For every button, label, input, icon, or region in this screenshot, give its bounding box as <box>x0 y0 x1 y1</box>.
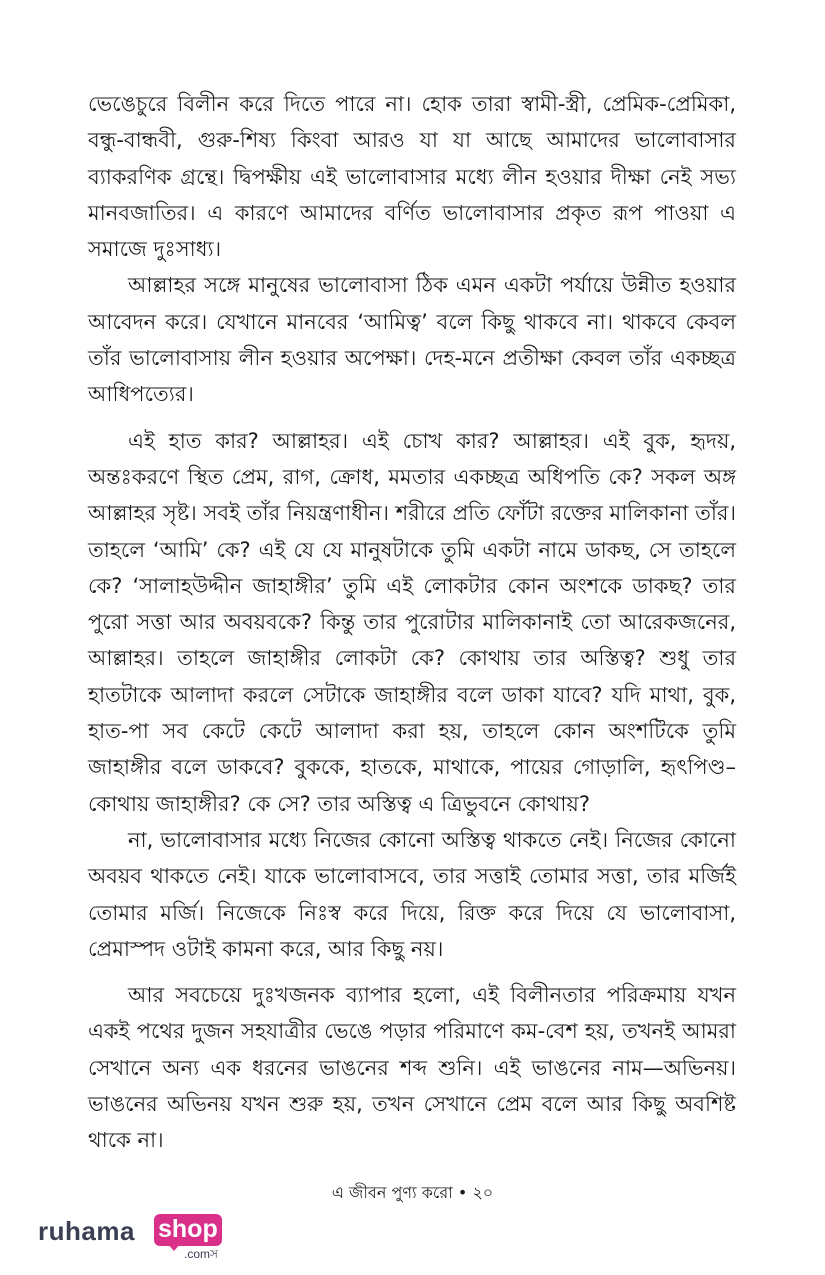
paragraph: আল্লাহর সঙ্গে মানুষের ভালোবাসা ঠিক এমন একটা পর্যায়ে উন্নীত হওয়ার আবেদন করে। যেখানে মানবের ‘আমিত্ব’ বলে কিছু থাকবে না। থাকবে কেবল তাঁর ভালোবাসায় লীন হওয়ার অপেক্ষা। দেহ-মনে প্রতীক্ষা কেবল তাঁর একচ্ছত্র আধিপত্যের। <box>88 273 736 407</box>
logo-badge-text: shop <box>158 1215 218 1243</box>
paragraph: ভেঙেচুরে বিলীন করে দিতে পারে না। হোক তারা স্বামী-স্ত্রী, প্রেমিক-প্রেমিকা, বন্ধু-বান্ধবী, গুরু-শিষ্য কিংবা আরও যা যা আছে আমাদের ভালোবাসার ব্যাকরণিক গ্রন্থে। দ্বিপক্ষীয় এই ভালোবাসার মধ্যে লীন হওয়ার দীক্ষা নেই সভ্য মানবজাতির। এ কারণে আমাদের বর্ণিত ভালোবাসার প্রকৃত রূপ পাওয়া এ সমাজে দুঃসাধ্য। <box>88 92 736 262</box>
paragraph: না, ভালোবাসার মধ্যে নিজের কোনো অস্তিত্ব থাকতে নেই। নিজের কোনো অবয়ব থাকতে নেই। যাকে ভালোবাসবে, তার সত্তাই তোমার সত্তা, তার মর্জিই তোমার মর্জি। নিজেকে নিঃস্ব করে দিয়ে, রিক্ত করে দিয়ে যে ভালোবাসা, প্রেমাস্পদ ওটাই কামনা করে, আর কিছু নয়। <box>88 827 736 961</box>
paragraph: আর সবচেয়ে দুঃখজনক ব্যাপার হলো, এই বিলীনতার পরিক্রমায় যখন একই পথের দুজন সহযাত্রীর ভেঙে পড়ার পরিমাণে কম-বেশ হয়, তখনই আমরা সেখানে অন্য এক ধরনের ভাঙনের শব্দ শুনি। এই ভাঙনের নাম—অভিনয়। ভাঙনের অভিনয় যখন শুরু হয়, তখন সেখানে প্রেম বলে আর কিছু অবশিষ্ট থাকে না। <box>88 983 736 1153</box>
logo-word: ruhama <box>38 1216 135 1246</box>
ruhama-shop-logo <box>38 1212 238 1262</box>
logo-domain: .comস <box>184 1247 218 1261</box>
page-body <box>88 86 736 1159</box>
page-footer: এ জীবন পুণ্য করো • ২০ <box>331 1183 494 1202</box>
paragraph: এই হাত কার? আল্লাহর। এই চোখ কার? আল্লাহর। এই বুক, হৃদয়, অন্তঃকরণে স্থিত প্রেম, রাগ, ক্রোধ, মমতার একচ্ছত্র অধিপতি কে? সকল অঙ্গ আল্লাহর সৃষ্ট। সবই তাঁর নিয়ন্ত্রণাধীন। শরীরে প্রতি ফোঁটা রক্তের মালিকানা তাঁর। তাহলে ‘আমি’ কে? এই যে যে মানুষটাকে তুমি একটা নামে ডাকছ, সে তাহলে কে? ‘সালাহউদ্দীন জাহাঙ্গীর’ তুমি এই লোকটার কোন অংশকে ডাকছ? তার পুরো সত্তা আর অবয়বকে? কিন্তু তার পুরোটার মালিকানাই তো আরেকজনের, আল্লাহর। তাহলে জাহাঙ্গীর লোকটা কে? কোথায় তার অস্তিত্ব? শুধু তার হাতটাকে আলাদা করলে সেটাকে জাহাঙ্গীর বলে ডাকা যাবে? যদি মাথা, বুক, হাত-পা সব কেটে কেটে আলাদা করা হয়, তাহলে কোন অংশটিকে তুমি জাহাঙ্গীর বলে ডাকবে? বুককে, হাতকে, মাথাকে, পায়ের গোড়ালি, হৃৎপিণ্ড–কোথায় জাহাঙ্গীর? কে সে? তার অস্তিত্ব এ ত্রিভুবনে কোথায়? <box>88 428 736 816</box>
